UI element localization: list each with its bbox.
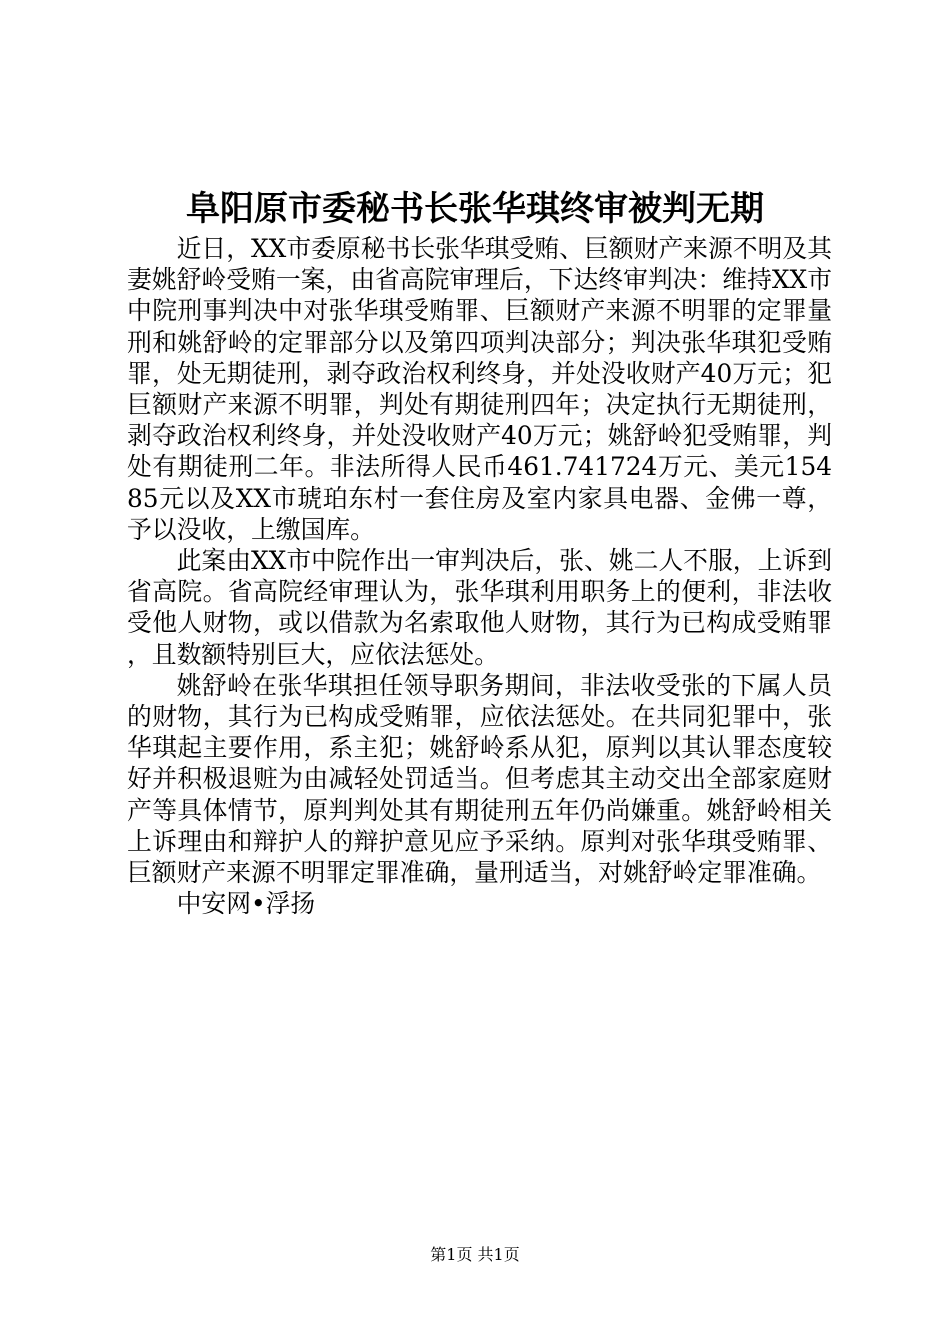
document-title: 阜阳原市委秘书长张华琪终审被判无期	[186, 189, 764, 229]
source-line: 中安网•浮扬	[176, 889, 316, 919]
page-number-footer: 第1页 共1页	[430, 1245, 520, 1264]
paragraph-2: 此案由XX市中院作出一审判决后，张、姚二人不服，上诉到省高院。省高院经审理认为，张华琪利用职务上的便利，非法收受他人财物，或以借款为名索取他人财物，其行为已构成受贿罪，且数额特别巨大，应依法惩处。	[127, 546, 832, 669]
paragraph-1: 近日，XX市委原秘书长张华琪受贿、巨额财产来源不明及其妻姚舒岭受贿一案，由省高院审理后，下达终审判决：维持XX市中院刑事判决中对张华琪受贿罪、巨额财产来源不明罪的定罪量刑和姚舒岭的定罪部分以及第四项判决部分；判决张华琪犯受贿罪，处无期徒刑，剥夺政治权利终身，并处没收财产40万元；犯巨额财产来源不明罪，判处有期徒刑四年；决定执行无期徒刑，剥夺政治权利终身，并处没收财产40万元；姚舒岭犯受贿罪，判处有期徒刑二年。非法所得人民币461.741724万元、美元15485元以及XX市琥珀东村一套住房及室内家具电器、金佛一尊，予以没收，上缴国库。	[127, 234, 832, 544]
document-body	[127, 233, 832, 919]
paragraph-3: 姚舒岭在张华琪担任领导职务期间，非法收受张的下属人员的财物，其行为已构成受贿罪，应依法惩处。在共同犯罪中，张华琪起主要作用，系主犯；姚舒岭系从犯，原判以其认罪态度较好并积极退赃为由减轻处罚适当。但考虑其主动交出全部家庭财产等具体情节，原判判处其有期徒刑五年仍尚嫌重。姚舒岭相关上诉理由和辩护人的辩护意见应予采纳。原判对张华琪受贿罪、巨额财产来源不明罪定罪准确，量刑适当，对姚舒岭定罪准确。	[127, 670, 832, 888]
